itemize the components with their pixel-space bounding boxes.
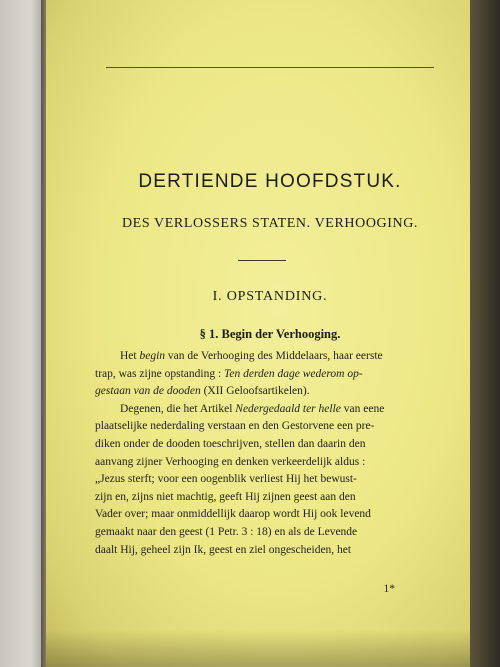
text-line [95, 401, 405, 419]
subsection-title: § 1. Begin der Verhooging. [199, 327, 341, 341]
text-run: trap, was zijne opstanding : [95, 367, 225, 380]
text-line [95, 383, 405, 401]
text-line [95, 454, 405, 472]
italic-run: Ten derden dage wederom op- [224, 367, 363, 380]
text-run: (XII Geloofsartikelen). [200, 385, 310, 398]
text-line [95, 348, 405, 366]
chapter-subtitle: DES VERLOSSERS STATEN. VERHOOGING. [121, 216, 419, 231]
text-run: „Jezus sterft; voor een oogenblik verliest Hij het bewust- [95, 473, 357, 486]
text-line [95, 471, 405, 489]
facing-page-edge [0, 0, 44, 667]
text-run: plaatselijke nederdaling verstaan en den Gestorvene een pre- [95, 420, 375, 433]
page-number: 1* [383, 583, 395, 595]
paragraph-2 [95, 401, 405, 559]
background-shadow [470, 0, 500, 667]
chapter-title: DERTIENDE HOOFDSTUK. [138, 171, 402, 192]
text-line [95, 524, 405, 542]
section-title: I. OPSTANDING. [212, 289, 328, 304]
text-run: aanvang zijner Verhooging en denken verkeerdelijk aldus : [95, 455, 366, 468]
paragraph-1 [95, 348, 405, 401]
text-run: van de Verhooging des Middelaars, haar eerste [165, 350, 383, 362]
body-text [95, 348, 405, 559]
italic-run: begin [139, 350, 166, 362]
top-rule [106, 67, 434, 68]
italic-run: gestaan van de dooden [95, 385, 201, 398]
page-shadow [46, 630, 470, 667]
text-line [95, 489, 405, 507]
section-divider [238, 260, 286, 261]
text-run: diken onder de dooden toeschrijven, stellen dan daarin den [95, 437, 366, 450]
text-run: Degenen, die het Artikel [120, 402, 236, 415]
text-line [95, 418, 405, 436]
text-run: zijn en, zijns niet machtig, geeft Hij zijnen geest aan den [95, 490, 356, 503]
text-run: van eene [340, 402, 385, 415]
text-line [95, 506, 405, 524]
text-run: Het [120, 350, 140, 362]
text-line [95, 366, 405, 384]
text-run: Vader over; maar onmiddellijk daarop wordt Hij ook levend [95, 508, 371, 521]
text-line [95, 436, 405, 454]
text-run: daalt Hij, geheel zijn Ik, geest en ziel ongescheiden, het [95, 543, 352, 556]
italic-run: Nedergedaald ter helle [235, 402, 341, 415]
text-line [95, 542, 405, 560]
text-run: gemaakt naar den geest (1 Petr. 3 : 18) en als de Levende [95, 525, 358, 538]
